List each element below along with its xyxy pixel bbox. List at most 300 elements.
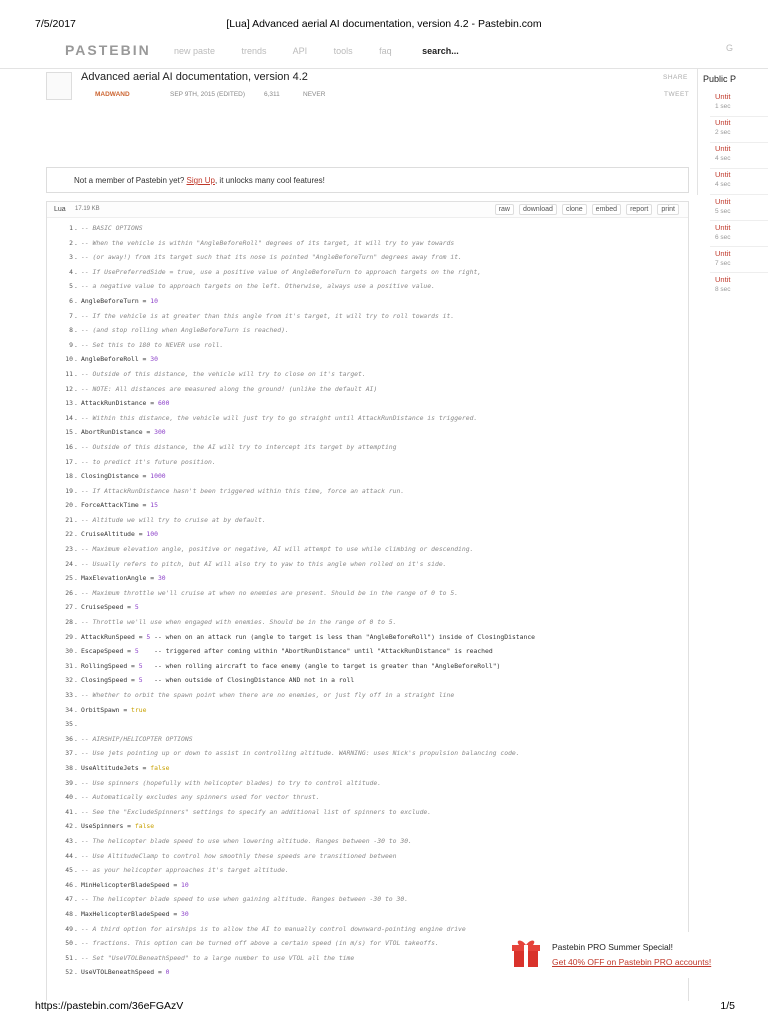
divider — [710, 194, 768, 195]
code-text — [81, 907, 189, 922]
code-segment: ForceAttackTime = — [81, 501, 151, 510]
line-number-dot: . — [74, 515, 78, 524]
public-pastes-title: Public P — [703, 74, 737, 84]
line-number-dot: . — [74, 968, 78, 977]
line-number: 19 — [65, 486, 73, 495]
code-segment: RollingSpeed = — [81, 661, 139, 670]
line-number: 51 — [65, 953, 73, 962]
code-segment: AngleBeforeTurn = — [81, 296, 151, 305]
code-line — [47, 455, 688, 470]
code-segment: -- If the vehicle is at greater than this angle from it's target, it will try to roll towards it. — [81, 311, 455, 320]
code-text — [81, 279, 435, 294]
nav-new-paste[interactable]: new paste — [174, 46, 216, 56]
line-number-dot: . — [74, 530, 78, 539]
line-number: 32 — [65, 676, 73, 685]
code-text — [81, 527, 158, 542]
code-segment: AttackRunDistance = — [81, 399, 158, 408]
code-segment: AngleBeforeRoll = — [81, 355, 151, 364]
line-number: 5 — [69, 282, 73, 291]
code-line — [47, 819, 688, 834]
public-paste-time: 5 sec — [715, 208, 731, 215]
code-segment: -- The helicopter blade speed to use when gaining altitude. Ranges between -30 to 30. — [81, 895, 409, 904]
syntax-language[interactable]: Lua — [54, 206, 66, 213]
line-number: 43 — [65, 836, 73, 845]
line-number-dot: . — [74, 647, 78, 656]
line-number-dot: . — [74, 326, 78, 335]
code-segment: -- BASIC OPTIONS — [81, 224, 143, 232]
code-line — [47, 776, 688, 791]
code-line — [47, 703, 688, 718]
line-number-dot: . — [74, 559, 78, 568]
public-paste-title[interactable]: Untit — [715, 118, 731, 127]
line-number-dot: . — [74, 413, 78, 422]
code-line — [47, 673, 688, 688]
line-number-dot: . — [74, 238, 78, 247]
code-segment: AttackRunSpeed = — [81, 632, 147, 641]
line-number-dot: . — [74, 632, 78, 641]
code-segment: -- Whether to orbit the spawn point when there are no enemies, or just fly off in a straight line — [81, 691, 455, 699]
promo-title: Pastebin PRO Summer Special! — [552, 942, 673, 952]
code-text — [81, 659, 500, 674]
line-number: 47 — [65, 895, 73, 904]
line-number-dot: . — [74, 355, 78, 364]
code-segment: MaxHelicopterBladeSpeed = — [81, 909, 182, 918]
notice-text — [74, 176, 325, 185]
code-text — [81, 790, 320, 805]
line-number: 15 — [65, 428, 73, 437]
line-number-dot: . — [74, 501, 78, 510]
notice-suffix: , it unlocks many cool features! — [214, 176, 325, 185]
signup-link[interactable]: Sign Up — [186, 176, 215, 185]
code-segment: -- See the "ExcludeSpinners" settings to specify an additional list of spinners to exclude. — [81, 807, 432, 816]
code-text — [81, 396, 170, 411]
pastebin-logo[interactable]: PASTEBIN — [65, 42, 151, 58]
line-number-dot: . — [74, 749, 78, 758]
code-segment: -- A third option for airships is to allow the AI to manually control downward-pointing engine drive — [81, 924, 466, 933]
code-text — [81, 323, 289, 338]
code-line — [47, 484, 688, 499]
code-header — [47, 202, 688, 218]
code-segment: CruiseAltitude = — [81, 530, 147, 539]
line-number: 14 — [65, 413, 73, 422]
line-number-dot: . — [74, 369, 78, 378]
paste-size: 17.19 KB — [75, 206, 100, 212]
code-text — [81, 746, 520, 761]
line-number: 38 — [65, 763, 73, 772]
code-number: 1000 — [150, 472, 166, 481]
line-number-dot: . — [74, 895, 78, 904]
code-segment: -- Throttle we'll use when engaged with enemies. Should be in the range of 0 to 5. — [81, 618, 397, 627]
line-number: 24 — [65, 559, 73, 568]
code-segment: -- (and stop rolling when AngleBeforeTurn is reached). — [81, 326, 289, 335]
nav-menu — [174, 46, 483, 56]
navbar-divider — [0, 68, 768, 69]
line-number-dot: . — [74, 909, 78, 918]
code-segment: -- to predict it's future position. — [81, 457, 216, 466]
line-number: 35 — [65, 720, 73, 729]
code-line — [47, 309, 688, 324]
public-paste-time: 4 sec — [715, 155, 731, 162]
code-segment: -- Within this distance, the vehicle will just try to go straight until AttackRunDistance is triggered. — [81, 413, 478, 422]
divider — [710, 116, 768, 117]
line-number: 20 — [65, 501, 73, 510]
print-page-number: 1/5 — [720, 1000, 735, 1012]
code-text — [81, 498, 158, 513]
line-number-dot: . — [74, 880, 78, 889]
divider — [710, 220, 768, 221]
print-title: [Lua] Advanced aerial AI documentation, version 4.2 - Pastebin.com — [226, 18, 542, 30]
code-line — [47, 440, 688, 455]
code-line — [47, 907, 688, 922]
code-number: 0 — [165, 968, 170, 977]
code-text — [81, 732, 193, 747]
public-paste-item[interactable] — [715, 249, 731, 267]
line-number-dot: . — [74, 253, 78, 262]
code-line — [47, 805, 688, 820]
line-number-dot: . — [74, 836, 78, 845]
paste-date: SEP 9TH, 2015 (EDITED) — [170, 91, 246, 98]
code-keyword: false — [150, 763, 170, 772]
public-paste-item[interactable] — [715, 92, 731, 110]
code-number: 5 — [134, 647, 139, 656]
code-line — [47, 892, 688, 907]
code-line — [47, 717, 688, 732]
line-number: 3 — [69, 253, 73, 262]
code-text — [81, 338, 223, 353]
code-line — [47, 250, 688, 265]
code-line — [47, 542, 688, 557]
code-text — [81, 834, 412, 849]
promo-banner[interactable] — [506, 932, 768, 978]
code-segment: -- Maximum elevation angle, positive or negative, AI will attempt to use while climbing or descending. — [81, 545, 474, 554]
nav-right-link[interactable]: G — [726, 43, 734, 53]
line-number-dot: . — [74, 574, 78, 583]
code-text — [81, 761, 170, 776]
code-number: 300 — [154, 428, 166, 437]
line-number-dot: . — [74, 340, 78, 349]
line-number: 30 — [65, 647, 73, 656]
code-text — [81, 571, 166, 586]
code-number: 5 — [134, 603, 139, 612]
code-segment: UseVTOLBeneathSpeed = — [81, 968, 166, 977]
code-box — [46, 201, 689, 1001]
code-line — [47, 746, 688, 761]
code-line — [47, 411, 688, 426]
paste-author[interactable]: MADWAND — [95, 91, 130, 98]
code-number: 5 — [138, 676, 143, 685]
code-segment: -- Maximum throttle we'll cruise at when no enemies are present. Should be in the range of 0 to 5. — [81, 588, 459, 597]
public-paste-item[interactable] — [715, 223, 731, 241]
line-number: 9 — [69, 340, 73, 349]
line-number: 29 — [65, 632, 73, 641]
report-button[interactable]: report — [626, 204, 652, 215]
line-number: 18 — [65, 472, 73, 481]
raw-button[interactable]: raw — [495, 204, 514, 215]
code-line — [47, 367, 688, 382]
divider — [710, 168, 768, 169]
code-text — [81, 221, 143, 236]
code-number: 30 — [157, 574, 166, 583]
public-paste-title[interactable]: Untit — [715, 92, 731, 101]
public-paste-item[interactable] — [715, 144, 731, 162]
sidebar-divider — [697, 68, 698, 195]
code-line — [47, 352, 688, 367]
line-number: 49 — [65, 924, 73, 933]
line-number: 42 — [65, 822, 73, 831]
code-segment: -- NOTE: All distances are measured along the ground! (unlike the default AI) — [81, 384, 378, 393]
public-paste-title[interactable]: Untit — [715, 144, 731, 153]
code-text — [81, 673, 354, 688]
code-line — [47, 469, 688, 484]
code-text — [81, 367, 366, 382]
line-number-dot: . — [74, 866, 78, 875]
line-number: 26 — [65, 588, 73, 597]
code-line — [47, 732, 688, 747]
line-number: 28 — [65, 618, 73, 627]
line-number-dot: . — [74, 384, 78, 393]
code-text — [81, 425, 166, 440]
code-line — [47, 279, 688, 294]
divider — [710, 246, 768, 247]
public-paste-title[interactable]: Untit — [715, 249, 731, 258]
nav-faq[interactable]: faq — [379, 46, 392, 56]
code-text — [81, 805, 431, 820]
public-paste-title[interactable]: Untit — [715, 170, 731, 179]
code-text — [81, 352, 158, 367]
line-number: 21 — [65, 515, 73, 524]
line-number-dot: . — [74, 603, 78, 612]
line-number: 16 — [65, 442, 73, 451]
line-number: 25 — [65, 574, 73, 583]
line-number-dot: . — [74, 224, 78, 232]
line-number: 33 — [65, 691, 73, 699]
nav-tools[interactable]: tools — [333, 46, 353, 56]
code-segment: -- Usually refers to pitch, but AI will also try to yaw to this angle when rolled on it's side. — [81, 559, 447, 568]
code-line — [47, 834, 688, 849]
line-number-dot: . — [74, 793, 78, 802]
public-paste-time: 4 sec — [715, 181, 731, 188]
code-line — [47, 294, 688, 309]
public-paste-item[interactable] — [715, 170, 731, 188]
code-line — [47, 498, 688, 513]
code-comment: -- when outside of ClosingDistance AND not in a roll — [142, 676, 355, 685]
public-paste-title[interactable]: Untit — [715, 223, 731, 232]
code-line — [47, 571, 688, 586]
embed-button[interactable]: embed — [592, 204, 621, 215]
paste-expiration: NEVER — [303, 91, 326, 98]
public-paste-time: 7 sec — [715, 260, 731, 267]
line-number-dot: . — [74, 296, 78, 305]
code-segment: -- AIRSHIP/HELICOPTER OPTIONS — [81, 734, 193, 743]
line-number: 1 — [69, 224, 73, 232]
line-number-dot: . — [74, 691, 78, 699]
line-number-dot: . — [74, 399, 78, 408]
line-number-dot: . — [74, 822, 78, 831]
line-number-dot: . — [74, 939, 78, 948]
notice-prefix: Not a member of Pastebin yet? — [74, 176, 187, 185]
code-line — [47, 221, 688, 236]
code-segment: -- If AttackRunDistance hasn't been triggered within this time, force an attack run. — [81, 486, 405, 495]
line-number-dot: . — [74, 807, 78, 816]
print-header — [0, 0, 768, 34]
code-text — [81, 965, 170, 980]
tweet-button[interactable]: TWEET — [664, 91, 690, 98]
code-number: 30 — [181, 909, 189, 918]
line-number-dot: . — [74, 661, 78, 670]
public-paste-item[interactable] — [715, 275, 731, 293]
nav-trends[interactable]: trends — [241, 46, 267, 56]
public-paste-time: 6 sec — [715, 234, 731, 241]
public-paste-time: 1 sec — [715, 103, 731, 110]
code-comment: -- when on an attack run (angle to target is less than "AngleBeforeRoll") inside of ClosingDistance — [150, 632, 536, 641]
code-text — [81, 469, 166, 484]
code-line — [47, 396, 688, 411]
line-number: 41 — [65, 807, 73, 816]
code-number: 30 — [150, 355, 158, 364]
line-number-dot: . — [74, 705, 78, 714]
divider — [710, 142, 768, 143]
code-segment: UseAltitudeJets = — [81, 763, 151, 772]
code-line — [47, 586, 688, 601]
line-number: 23 — [65, 545, 73, 554]
code-line — [47, 878, 688, 893]
line-number-dot: . — [74, 428, 78, 437]
line-number: 17 — [65, 457, 73, 466]
code-number: 600 — [157, 399, 170, 408]
line-number: 50 — [65, 939, 73, 948]
code-line — [47, 863, 688, 878]
code-line — [47, 382, 688, 397]
public-paste-time: 8 sec — [715, 286, 731, 293]
code-number: 5 — [138, 661, 143, 670]
line-number: 13 — [65, 399, 73, 408]
code-keyword: false — [134, 822, 155, 831]
public-paste-item[interactable] — [715, 197, 731, 215]
line-number: 6 — [69, 296, 73, 305]
code-segment: CruiseSpeed = — [81, 603, 135, 612]
code-text — [81, 951, 354, 966]
user-avatar[interactable] — [46, 72, 72, 100]
paste-title: Advanced aerial AI documentation, version 4.2 — [81, 71, 308, 83]
code-segment: -- as your helicopter approaches it's target altitude. — [81, 866, 289, 875]
print-date: 7/5/2017 — [35, 18, 76, 30]
line-number-dot: . — [74, 545, 78, 554]
code-segment: -- Use AltitudeClamp to control how smoothly these speeds are transitioned between — [81, 851, 397, 860]
code-text — [81, 615, 397, 630]
line-number: 52 — [65, 968, 73, 977]
line-number-dot: . — [74, 763, 78, 772]
line-number: 2 — [69, 238, 73, 247]
code-segment: ClosingDistance = — [81, 472, 151, 481]
line-number-dot: . — [74, 618, 78, 627]
paste-views: 6,311 — [264, 91, 280, 98]
line-number-dot: . — [74, 486, 78, 495]
code-text — [81, 586, 458, 601]
search-input[interactable]: search... — [422, 46, 459, 56]
line-number: 36 — [65, 734, 73, 743]
code-segment: -- Altitude we will try to cruise at by default. — [81, 515, 266, 524]
code-text — [81, 936, 439, 951]
promo-link[interactable]: Get 40% OFF on Pastebin PRO accounts! — [552, 957, 712, 967]
code-segment: OrbitSpawn = — [81, 705, 132, 714]
code-number: 100 — [146, 530, 158, 539]
clone-button[interactable]: clone — [562, 204, 587, 215]
code-text — [81, 703, 146, 718]
code-segment: -- Use jets pointing up or down to assist in controlling altitude. WARNING: uses Nick's propulsion balancing code. — [81, 749, 520, 758]
code-line — [47, 849, 688, 864]
line-number-dot: . — [74, 588, 78, 597]
code-segment: -- Outside of this distance, the vehicle will try to close on it's target. — [81, 369, 366, 378]
code-text — [81, 922, 466, 937]
code-segment: -- If UsePreferredSide = true, use a positive value of AngleBeforeTurn to approach targets on the right, — [81, 267, 482, 276]
line-number: 10 — [65, 355, 73, 364]
code-text — [81, 265, 481, 280]
code-comment: -- triggered after coming within "AbortRunDistance" until "AttackRunDistance" is reached — [138, 647, 493, 656]
code-segment: -- Set "UseVTOLBeneathSpeed" to a large number to use VTOL all the time — [81, 953, 355, 962]
code-line — [47, 236, 688, 251]
nav-api[interactable]: API — [292, 46, 308, 56]
public-paste-title[interactable]: Untit — [715, 275, 731, 284]
code-number: 15 — [150, 501, 158, 510]
code-number: 10 — [181, 880, 189, 889]
code-segment: AbortRunDistance = — [81, 428, 155, 437]
line-number-dot: . — [74, 851, 78, 860]
gift-icon — [512, 938, 540, 968]
print-button[interactable]: print — [657, 204, 679, 215]
line-number: 22 — [65, 530, 73, 539]
code-segment: -- a negative value to approach targets on the left. Otherwise, always use a positive value. — [81, 282, 435, 291]
code-segment: -- Use spinners (hopefully with helicopter blades) to try to control altitude. — [81, 778, 382, 787]
code-segment: -- (or away!) from its target such that its nose is pointed "AngleBeforeTurn" degrees away from it. — [81, 253, 462, 262]
code-line — [47, 615, 688, 630]
line-number: 37 — [65, 749, 73, 758]
line-number-dot: . — [74, 311, 78, 320]
line-number-dot: . — [74, 734, 78, 743]
line-number: 34 — [65, 705, 73, 714]
line-number: 31 — [65, 661, 73, 670]
public-paste-title[interactable]: Untit — [715, 197, 731, 206]
download-button[interactable]: download — [519, 204, 557, 215]
line-number-dot: . — [74, 953, 78, 962]
line-number: 11 — [65, 369, 73, 378]
code-segment: -- fractions. This option can be turned off above a certain speed (in m/s) for VTOL takeoffs. — [81, 939, 439, 948]
code-text — [81, 455, 216, 470]
code-line — [47, 527, 688, 542]
divider — [710, 272, 768, 273]
code-line — [47, 323, 688, 338]
code-line — [47, 688, 688, 703]
public-paste-item[interactable] — [715, 118, 731, 136]
code-segment: -- Automatically excludes any spinners used for vector thrust. — [81, 793, 320, 802]
line-number-dot: . — [74, 676, 78, 685]
code-segment: MaxElevationAngle = — [81, 574, 158, 583]
code-text — [81, 236, 454, 251]
code-line — [47, 600, 688, 615]
code-text — [81, 411, 477, 426]
code-lines — [47, 221, 688, 980]
line-number-dot: . — [74, 457, 78, 466]
code-text — [81, 440, 397, 455]
share-button[interactable]: SHARE — [663, 74, 688, 81]
code-text — [81, 309, 454, 324]
line-number-dot: . — [74, 720, 78, 729]
line-number: 12 — [65, 384, 73, 393]
code-segment: -- The helicopter blade speed to use when lowering altitude. Ranges between -30 to 30. — [81, 836, 412, 845]
code-line — [47, 557, 688, 572]
line-number: 48 — [65, 909, 73, 918]
code-text — [81, 644, 493, 659]
code-segment: UseSpinners = — [81, 822, 135, 831]
